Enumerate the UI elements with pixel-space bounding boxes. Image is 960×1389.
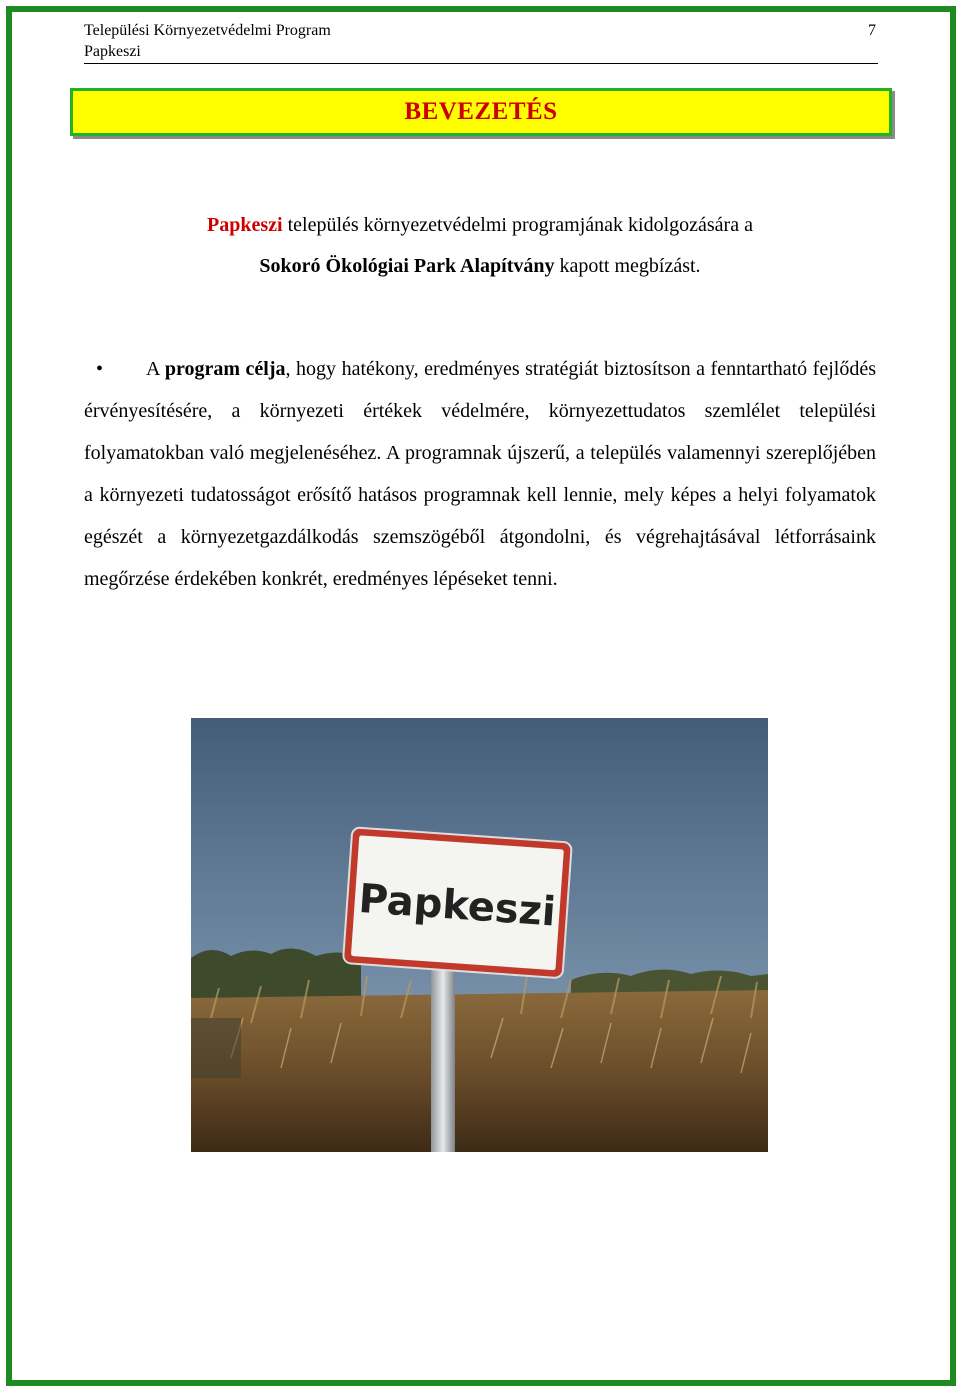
body-paragraph <box>84 348 876 600</box>
paragraph-text: , hogy hatékony, eredményes stratégiát biztosítson a fenntartható fejlődés érvényesítésére, a környezeti értékek védelmére, környezettudatos szemlélet települési folyamatokban való megjelenéséhez. A programnak újszerű, a település valamennyi szereplőjében a környezeti tudatosságot erősítő hatásos programnak kell lennie, mely képes a helyi folyamatok egészét a környezetgazdálkodás szemszögéből átgondolni, és végrehajtásával létforrásaink megőrzése érdekében konkrét, eredményes lépéseket tenni. <box>84 358 876 590</box>
paragraph-bold: program célja <box>164 358 286 380</box>
intro-line-2-rest: kapott megbízást. <box>554 255 701 277</box>
bullet-icon: • <box>96 358 104 380</box>
sign-text: Papkeszi <box>357 875 558 936</box>
running-header <box>84 20 876 62</box>
section-heading: BEVEZETÉS <box>404 98 558 125</box>
header-title: Települési Környezetvédelmi Program <box>84 22 331 39</box>
intro-line-1 <box>84 205 876 246</box>
paragraph-lead: A <box>146 358 165 380</box>
intro-organization: Sokoró Ökológiai Park Alapítvány <box>259 255 555 277</box>
intro-line-1-rest: település környezetvédelmi programjának kidolgozására a <box>282 214 753 236</box>
intro-highlight: Papkeszi <box>207 214 283 236</box>
town-sign-photo <box>191 718 768 1152</box>
header-subtitle: Papkeszi <box>84 43 141 60</box>
intro-line-2 <box>84 246 876 287</box>
intro-text <box>84 205 876 287</box>
header-divider <box>84 63 878 64</box>
section-heading-box <box>70 88 892 136</box>
page-number: 7 <box>868 22 876 39</box>
photo-image <box>191 718 768 1152</box>
